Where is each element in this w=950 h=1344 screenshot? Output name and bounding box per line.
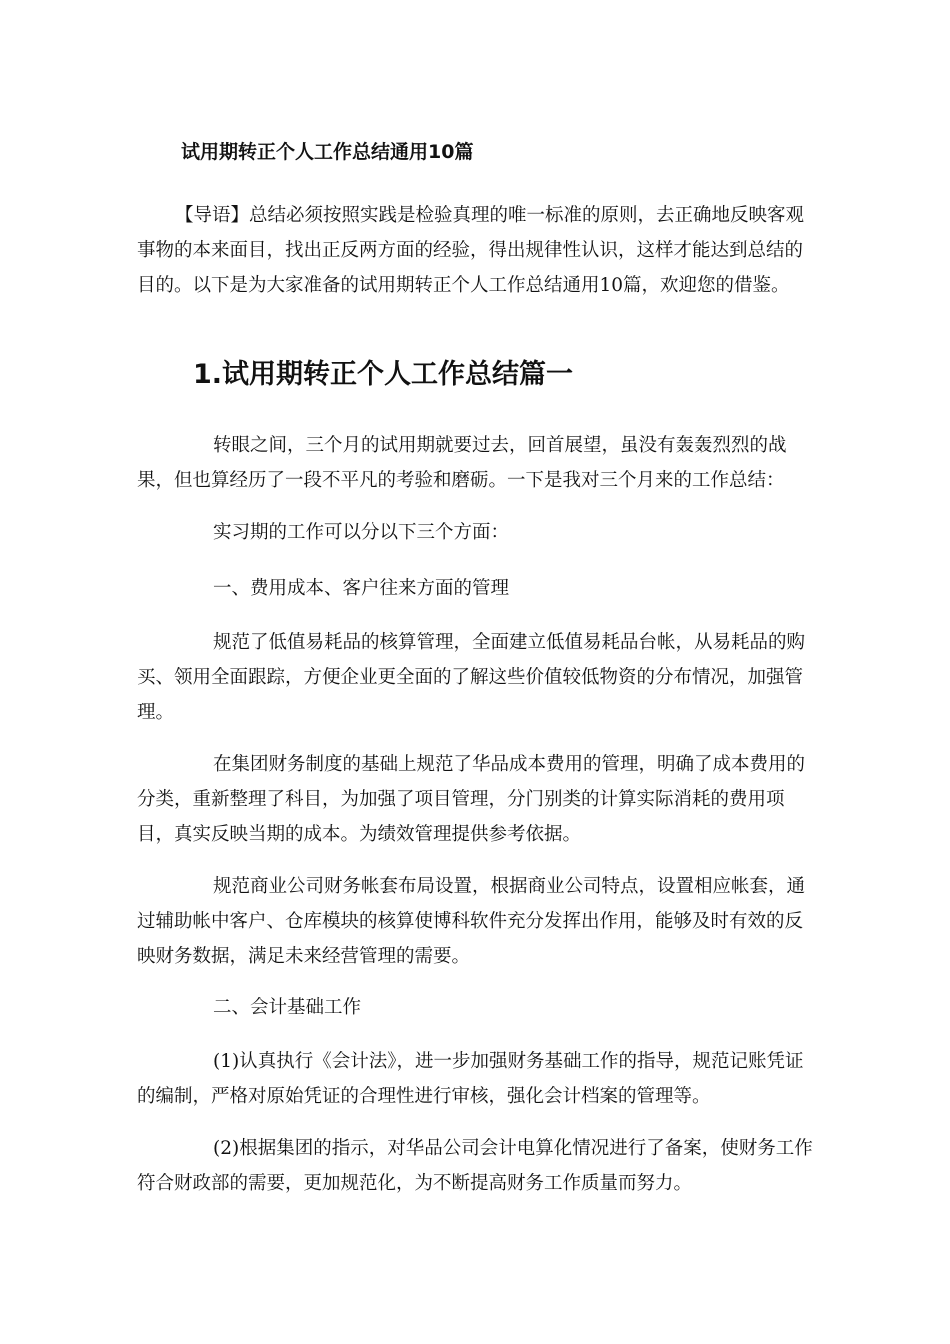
body-paragraph: (2)根据集团的指示，对华品公司会计电算化情况进行了备案，使财务工作符合财政部的需要，更加规范化，为不断提高财务工作质量而努力。	[137, 1138, 813, 1194]
section-heading: 1.试用期转正个人工作总结篇一	[193, 359, 574, 390]
body-paragraph: 在集团财务制度的基础上规范了华品成本费用的管理，明确了成本费用的分类，重新整理了科目，为加强了项目管理，分门别类的计算实际消耗的费用项目，真实反映当期的成本。为绩效管理提供参考依据。	[137, 754, 806, 845]
body-paragraph: 二、会计基础工作	[213, 997, 362, 1018]
document-title: 试用期转正个人工作总结通用10篇	[181, 141, 474, 163]
body-paragraph: 实习期的工作可以分以下三个方面：	[213, 522, 510, 543]
body-paragraph: 规范了低值易耗品的核算管理，全面建立低值易耗品台帐，从易耗品的购买、领用全面跟踪，方便企业更全面的了解这些价值较低物资的分布情况，加强管理。	[137, 632, 806, 723]
body-paragraph: (1)认真执行《会计法》，进一步加强财务基础工作的指导，规范记账凭证的编制，严格对原始凭证的合理性进行审核，强化会计档案的管理等。	[137, 1051, 804, 1107]
body-paragraph: 一、费用成本、客户往来方面的管理	[213, 578, 510, 599]
body-paragraph: 规范商业公司财务帐套布局设置，根据商业公司特点，设置相应帐套，通过辅助帐中客户、仓库模块的核算使博科软件充分发挥出作用，能够及时有效的反映财务数据，满足未来经营管理的需要。	[137, 876, 806, 967]
body-paragraph: 转眼之间，三个月的试用期就要过去，回首展望，虽没有轰轰烈烈的战果，但也算经历了一段不平凡的考验和磨砺。一下是我对三个月来的工作总结：	[137, 435, 787, 491]
intro-paragraph: 【导语】总结必须按照实践是检验真理的唯一标准的原则，去正确地反映客观事物的本来面目，找出正反两方面的经验，得出规律性认识，这样才能达到总结的目的。以下是为大家准备的试用期转正个人工作总结通用10篇，欢迎您的借鉴。	[137, 205, 805, 296]
